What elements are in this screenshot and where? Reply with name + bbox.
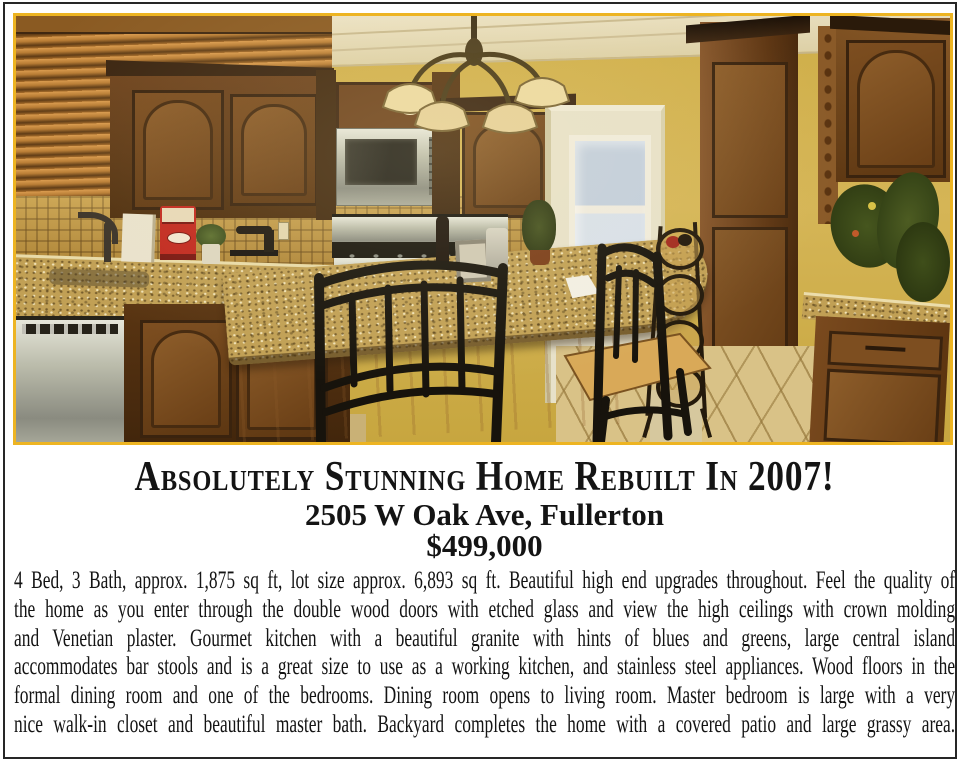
property-description: [14, 567, 955, 740]
bar-stools: [16, 16, 950, 442]
description-line: 4 Bed, 3 Bath, approx. 1,875 sq ft, lot size approx. 6,893 sq ft. Beautiful high end upgrades throughout. Feel the quality of: [14, 567, 956, 594]
bar-stool: [319, 265, 503, 442]
description-line: the home as you enter through the double wood doors with etched glass and view the high ceilings with crown molding: [14, 595, 956, 623]
property-address: 2505 W Oak Ave, Fullerton: [304, 497, 665, 532]
description-line: accommodates bar stools and is a great size to use as a working kitchen, and stainless steel appliances. Wood floors in the: [14, 653, 956, 681]
listing-price: $499,000: [426, 528, 543, 563]
kitchen-photo: [13, 13, 953, 445]
description-line: nice walk-in closet and beautiful master bath. Backyard completes the home with a covered patio and large grassy area.: [14, 710, 956, 738]
description-line: and Venetian plaster. Gourmet kitchen with a beautiful granite with hints of blues and greens, large central island: [14, 624, 956, 652]
headline: Absolutely Stunning Home Rebuilt In 2007!: [134, 454, 835, 500]
bar-stool: [565, 247, 710, 442]
description-line: formal dining room and one of the bedrooms. Dining room opens to living room. Master bedroom is large with a very: [14, 682, 956, 710]
